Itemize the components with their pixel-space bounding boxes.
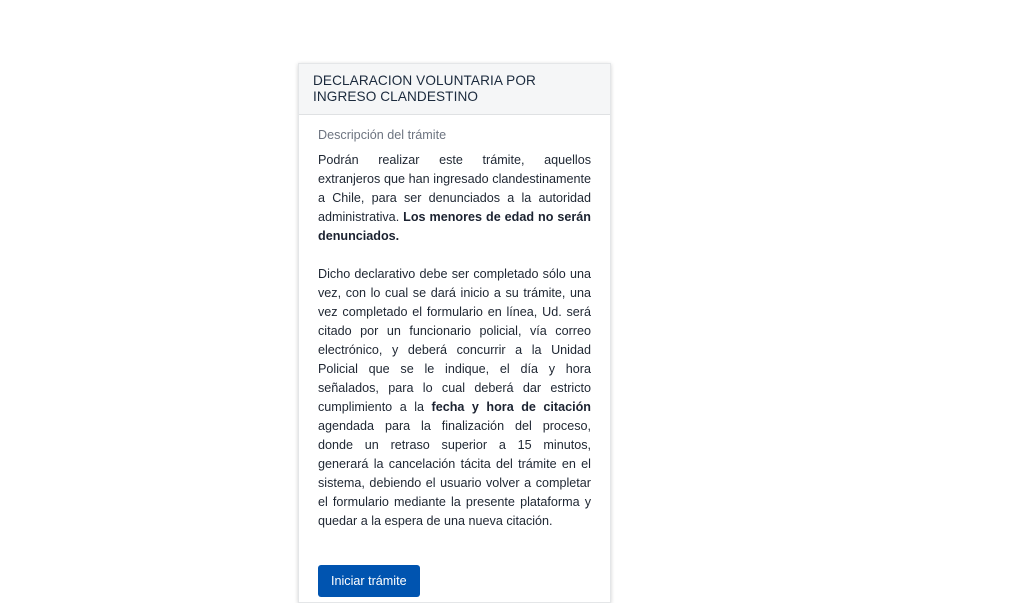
paragraph-2-part1: Dicho declarativo debe ser completado sólo una vez, con lo cual se dará inicio a su trámite, una vez completado el formulario en línea, Ud. será citado por un funcionario policial, vía correo electrónico, y deberá concurrir a la Unidad Policial que se le indique, el día y hora señalados, para lo cual deberá dar estricto cumplimiento a la (318, 267, 591, 414)
card-title: DECLARACION VOLUNTARIA POR INGRESO CLANDESTINO (313, 73, 536, 104)
description-paragraph-2 (318, 265, 591, 531)
paragraph-1-bold: Los menores de edad no serán denunciados. (318, 210, 591, 243)
description-paragraph-1 (318, 151, 591, 246)
card-body (299, 115, 610, 597)
paragraph-2-part2: agendada para la finalización del proceso, donde un retraso superior a 15 minutos, generará la cancelación tácita del trámite en el sistema, debiendo el usuario volver a completar el formulario mediante la presente plataforma y quedar a la espera de una nueva citación. (318, 419, 591, 528)
start-procedure-button[interactable]: Iniciar trámite (318, 565, 420, 597)
card-header (299, 64, 610, 115)
paragraph-1-text: Podrán realizar este trámite, aquellos extranjeros que han ingresado clandestinamente a Chile, para ser denunciados a la autoridad administrativa. (318, 153, 591, 224)
procedure-card (298, 63, 611, 603)
section-label: Descripción del trámite (318, 128, 447, 142)
paragraph-2-bold: fecha y hora de citación (431, 400, 591, 414)
